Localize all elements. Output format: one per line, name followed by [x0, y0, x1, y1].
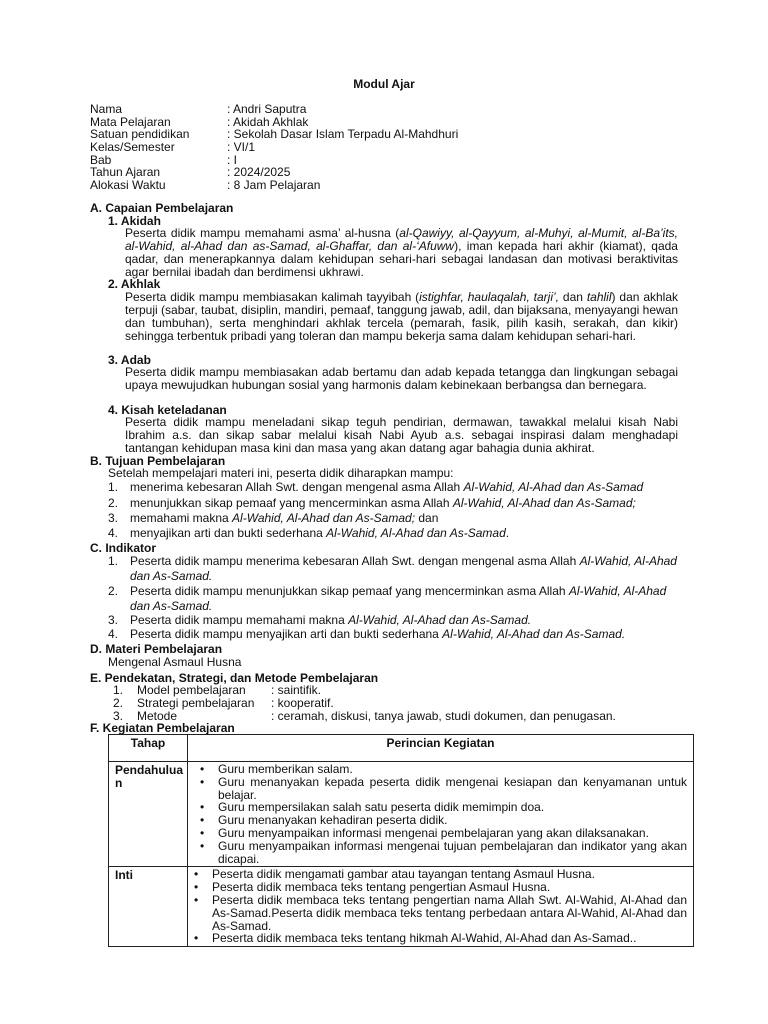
item-text	[130, 584, 688, 614]
list-item: • Guru memberikan salam.	[188, 763, 687, 776]
info-value: : 8 Jam Pelajaran	[227, 178, 321, 193]
rincian-pendahuluan	[188, 762, 694, 867]
inti-list	[188, 867, 693, 946]
col-tahap-header: Tahap	[109, 735, 188, 762]
metode-value: : saintifik.	[271, 683, 322, 697]
item-text-plain: Peserta didik mampu menunjukkan sikap pemaaf yang mencerminkan asma Allah	[130, 584, 569, 598]
metode-value: : kooperatif.	[271, 696, 334, 710]
info-label: Tahun Ajaran	[90, 165, 161, 180]
item-text-em: Al-Wahid, Al-Ahad dan As-Samad.	[442, 627, 626, 641]
item-text	[130, 527, 688, 540]
info-value: : 2024/2025	[227, 165, 291, 180]
materi-text: Mengenal Asmaul Husna	[108, 655, 242, 669]
item-number: 3.	[108, 613, 119, 627]
akhlak-heading: 2. Akhlak	[108, 277, 161, 291]
info-value: : I	[227, 152, 238, 167]
item-text	[130, 497, 688, 510]
item-text	[130, 481, 688, 494]
metode-value: : ceramah, diskusi, tanya jawab, studi dokumen, dan penugasan.	[271, 709, 616, 723]
item-number: 3.	[108, 511, 119, 525]
item-number: 1.	[108, 480, 119, 494]
info-value: : VI/1	[227, 140, 256, 155]
metode-label: Metode	[137, 709, 178, 723]
item-text-em: Al-Wahid, Al-Ahad dan As-Samad.	[130, 554, 677, 583]
list-item: • Peserta didik membaca teks tentang pengertian nama Allah Swt. Al-Wahid, Al-Ahad dan As-Samad.Peserta didik membaca teks tentang perbedaan antara Al-Wahid, Al-Ahad dan As-Samad.	[188, 894, 687, 932]
col-rincian-header: Perincian Kegiatan	[188, 735, 694, 762]
info-label: Kelas/Semester	[90, 140, 175, 155]
item-number: 1.	[108, 554, 119, 568]
item-number: 4.	[108, 526, 119, 540]
pendahuluan-list	[188, 762, 693, 866]
akidah-heading: 1. Akidah	[108, 214, 161, 228]
table-row-inti	[109, 867, 694, 947]
item-number: 2.	[108, 496, 119, 510]
item-text	[130, 628, 688, 641]
info-row-alokasi	[90, 179, 458, 192]
tahap-inti: Inti	[109, 867, 188, 947]
indikator-item	[108, 628, 688, 642]
akidah-paragraph	[125, 227, 678, 279]
info-label: Mata Pelajaran	[90, 114, 171, 129]
item-text-plain: memahami makna	[130, 511, 233, 525]
item-text-plain: menunjukkan sikap pemaaf yang mencerminkan asma Allah	[130, 496, 453, 510]
item-number: 1.	[113, 683, 124, 697]
akidah-asma-list: al-Qawiyy, al-Qayyum, al-Muhyi, al-Mumit, al-Ba’its, al-Wahid, al-Ahad dan as-Samad, al-Ghaffar, dan al-‘Afuww	[125, 226, 678, 253]
akhlak-paragraph	[125, 291, 678, 343]
page-title: Modul Ajar	[353, 77, 415, 91]
info-row-kelas	[90, 141, 458, 154]
identity-block	[90, 103, 458, 192]
item-text-em: Al-Wahid, Al-Ahad dan As-Samad	[326, 526, 506, 540]
list-item: • Peserta didik membaca teks tentang hikmah Al-Wahid, Al-Ahad dan As-Samad..	[188, 932, 687, 945]
kisah-heading: 4. Kisah keteladanan	[108, 403, 227, 417]
akhlak-text-and: dan	[559, 290, 587, 304]
indikator-item	[108, 554, 688, 584]
item-number: 4.	[108, 627, 119, 641]
item-text-em: Al-Wahid, Al-Ahad dan As-Samad	[463, 480, 644, 494]
rincian-inti	[188, 867, 694, 947]
info-label: Alokasi Waktu	[90, 178, 166, 193]
info-label: Nama	[90, 102, 123, 116]
item-text-plain: Peserta didik mampu menerima kebesaran Allah Swt. dengan mengenal asma Allah	[130, 554, 580, 568]
table-row-pendahuluan	[109, 762, 694, 867]
metode-label: Model pembelajaran	[137, 683, 246, 697]
list-item: • Peserta didik mengamati gambar atau tayangan tentang Asmaul Husna.	[188, 868, 687, 881]
section-c-heading: C. Indikator	[90, 541, 157, 555]
item-text	[130, 512, 688, 525]
list-item: • Guru menyampaikan informasi mengenai tujuan pembelajaran dan indikator yang akan dicapai.	[188, 840, 687, 866]
tujuan-item	[108, 527, 688, 541]
akhlak-text-cont: ) dan akhlak terpuji (sabar, taubat, disiplin, mandiri, pemaaf, tanggung jawab, adil, dan bijaksana, menyayangi hewan dan tumbuhan), serta menghindari akhlak tercela (pemarah, fasik, pilih kasih, serakah, dan kikir) sehingga terbentuk pribadi yang toleran dan mampu bekerja sama dalam kehidupan sehari-hari.	[125, 290, 679, 343]
item-text-plain: Peserta didik mampu memahami makna	[130, 613, 349, 627]
list-item: • Guru menanyakan kehadiran peserta didik.	[188, 814, 687, 827]
table-header-row	[109, 735, 694, 762]
section-a-heading: A. Capaian Pembelajaran	[90, 201, 234, 215]
info-value: : Andri Saputra	[227, 102, 307, 116]
section-b-heading: B. Tujuan Pembelajaran	[90, 454, 226, 468]
kegiatan-table	[108, 734, 694, 947]
indikator-item	[108, 584, 688, 614]
item-text-em: Al-Wahid, Al-Ahad dan As-Samad.	[130, 584, 667, 613]
metode-label: Strategi pembelajaran	[137, 696, 255, 710]
info-value: : Sekolah Dasar Islam Terpadu Al-Mahdhuri	[227, 127, 459, 142]
info-label: Bab	[90, 152, 112, 167]
item-text-plain: menerima kebesaran Allah Swt. dengan mengenal asma Allah	[130, 480, 464, 494]
item-text	[130, 554, 688, 584]
tujuan-item	[108, 497, 688, 511]
akidah-text-cont: ), iman kepada hari akhir (kiamat), qada qadar, dan menerapkannya dalam kehidupan sehari-hari sebagai landasan dan motivasi beraktivitas agar bernilai ibadah dan berdimensi ukhrawi.	[125, 239, 678, 279]
item-text-tail: .	[505, 526, 510, 540]
item-text-em: Al-Wahid, Al-Ahad dan As-Samad.	[348, 613, 532, 627]
section-e-heading: E. Pendekatan, Strategi, dan Metode Pembelajaran	[90, 671, 379, 685]
section-f-heading: F. Kegiatan Pembelajaran	[90, 721, 235, 735]
list-item: • Guru menyampaikan informasi mengenai pembelajaran yang akan dilaksanakan.	[188, 827, 687, 840]
tujuan-item	[108, 512, 688, 526]
info-value: : Akidah Akhlak	[227, 114, 309, 129]
item-number: 2.	[108, 584, 119, 598]
adab-heading: 3. Adab	[108, 353, 151, 367]
item-text-plain: menyajikan arti dan bukti sederhana	[130, 526, 327, 540]
akhlak-text: Peserta didik mampu membiasakan kalimah tayyibah (	[125, 290, 420, 304]
info-label: Satuan pendidikan	[90, 127, 190, 142]
adab-paragraph: Peserta didik mampu membiasakan adab bertamu dan adab kepada tetangga dan lingkungan sebagai upaya mewujudkan hubungan sosial yang harmonis dalam kebinekaan berbangsa dan bernegara.	[125, 365, 678, 392]
item-text-em: Al-Wahid, Al-Ahad dan As-Samad;	[232, 511, 416, 525]
list-item: • Guru menanyakan kepada peserta didik mengenai kesiapan dan kenyamanan untuk belajar.	[188, 776, 687, 802]
akhlak-kalimah: istighfar, haulaqalah, tarji’,	[419, 290, 560, 304]
item-number: 3.	[113, 709, 124, 723]
section-d-heading: D. Materi Pembelajaran	[90, 642, 223, 656]
item-number: 2.	[113, 696, 124, 710]
akhlak-tahlil: tahlil	[586, 290, 612, 304]
item-text-plain: Peserta didik mampu menyajikan arti dan bukti sederhana	[130, 627, 443, 641]
akidah-text: Peserta didik mampu memahami asma’ al-husna (	[125, 226, 400, 240]
list-item: • Guru mempersilakan salah satu peserta didik memimpin doa.	[188, 801, 687, 814]
item-text-tail: dan	[415, 511, 439, 525]
item-text	[130, 614, 688, 627]
tahap-pendahuluan: Pendahuluan	[109, 762, 188, 867]
indikator-item	[108, 614, 688, 628]
item-text-em: Al-Wahid, Al-Ahad dan As-Samad;	[452, 496, 636, 510]
tujuan-intro: Setelah mempelajari materi ini, peserta didik diharapkan mampu:	[108, 466, 454, 480]
kisah-paragraph: Peserta didik mampu meneladani sikap teguh pendirian, dermawan, tawakkal melalui kisah Nabi Ibrahim a.s. dan sikap sabar melalui kisah Nabi Ayub a.s. sebagai inspirasi dalam menghadapi tantangan kehidupan masa kini dan masa yang akan datang agar bahagia dunia akhirat.	[125, 415, 678, 455]
tujuan-item	[108, 481, 688, 495]
list-item: • Peserta didik membaca teks tentang pengertian Asmaul Husna.	[188, 881, 687, 894]
